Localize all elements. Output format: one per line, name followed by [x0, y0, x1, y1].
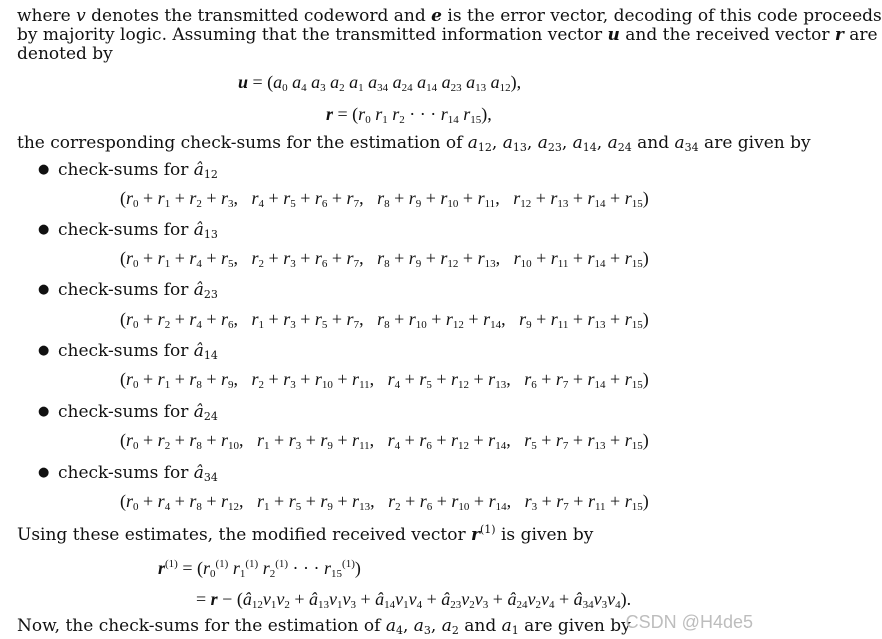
equation-r1: $r^{(1)} = (r_0^{(1)}$ $r_1^{(1)}$ $r_2^{(1)}$ · · · $r_{15}^{(1)}$): [158, 558, 361, 580]
equation-r: $r = (r_0$ $r_1$ $r_2$ · · · $r_{14}$ $r_{15}$),: [326, 104, 492, 126]
item-label-a23: check-sums for $â_{23}$: [58, 280, 218, 301]
watermark: CSDN @H4de5: [625, 612, 753, 632]
item-sums-a34: ($r_0 + r_4 + r_8 + r_{12}$, $r_1 + r_5 + r_9 + r_{13}$, $r_2 + r_6 + r_{10} + r_{14}$, $r_3 + r_7 + r_{11} + r_{15}$): [120, 491, 649, 513]
item-sums-a23: ($r_0 + r_2 + r_4 + r_6$, $r_1 + r_3 + r_5 + r_7$, $r_8 + r_{10} + r_{12} + r_{14}$, $r_9 + r_{11} + r_{13} + r_{15}$): [120, 309, 649, 331]
intro-line-1: where v denotes the transmitted codeword and e is the error vector, decoding of this code proceeds: [17, 6, 882, 26]
now-sentence: Now, the check-sums for the estimation of $a_4$, $a_3$, $a_2$ and $a_1$ are given by: [17, 616, 631, 637]
item-label-a14: check-sums for $â_{14}$: [58, 341, 218, 362]
item-sums-a24: ($r_0 + r_2 + r_8 + r_{10}$, $r_1 + r_3 + r_9 + r_{11}$, $r_4 + r_6 + r_{12} + r_{14}$, $r_5 + r_7 + r_{13} + r_{15}$): [120, 430, 649, 452]
item-label-a34: check-sums for $â_{34}$: [58, 463, 218, 484]
intro-line-3: denoted by: [17, 44, 113, 64]
using-sentence: Using these estimates, the modified received vector $r^{(1)}$ is given by: [17, 523, 594, 545]
bullet-icon: ●: [38, 222, 50, 237]
item-sums-a12: ($r_0 + r_1 + r_2 + r_3$, $r_4 + r_5 + r_6 + r_7$, $r_8 + r_9 + r_{10} + r_{11}$, $r_{12} + r_{13} + r_{14} + r_{15}$): [120, 188, 649, 210]
bullet-icon: ●: [38, 404, 50, 419]
bullet-icon: ●: [38, 465, 50, 480]
item-label-a13: check-sums for $â_{13}$: [58, 220, 218, 241]
bullet-icon: ●: [38, 162, 50, 177]
bullet-icon: ●: [38, 343, 50, 358]
item-label-a24: check-sums for $â_{24}$: [58, 402, 218, 423]
item-sums-a14: ($r_0 + r_1 + r_8 + r_9$, $r_2 + r_3 + r_{10} + r_{11}$, $r_4 + r_5 + r_{12} + r_{13}$, $r_6 + r_7 + r_{14} + r_{15}$): [120, 369, 649, 391]
intro-line-2: by majority logic. Assuming that the transmitted information vector u and the received vector r are: [17, 25, 878, 45]
bullet-icon: ●: [38, 282, 50, 297]
item-label-a12: check-sums for $â_{12}$: [58, 160, 218, 181]
lead-sentence: the corresponding check-sums for the estimation of $a_{12}$, $a_{13}$, $a_{23}$, $a_{14}$, $a_{24}$ and $a_{34}$ are given by: [17, 133, 811, 154]
equation-r1-expansion: = $r - (â_{12}v_1v_2$ + $â_{13}v_1v_3$ + $â_{14}v_1v_4$ + $â_{23}v_2v_3$ + $â_{24}v_2v_4$ + $â_{34}v_3v_4$).: [196, 589, 632, 611]
item-sums-a13: ($r_0 + r_1 + r_4 + r_5$, $r_2 + r_3 + r_6 + r_7$, $r_8 + r_9 + r_{12} + r_{13}$, $r_{10} + r_{11} + r_{14} + r_{15}$): [120, 248, 649, 270]
equation-u: $u = (a_0$ $a_4$ $a_3$ $a_2$ $a_1$ $a_{34}$ $a_{24}$ $a_{14}$ $a_{23}$ $a_{13}$ $a_{12}$),: [238, 72, 522, 94]
